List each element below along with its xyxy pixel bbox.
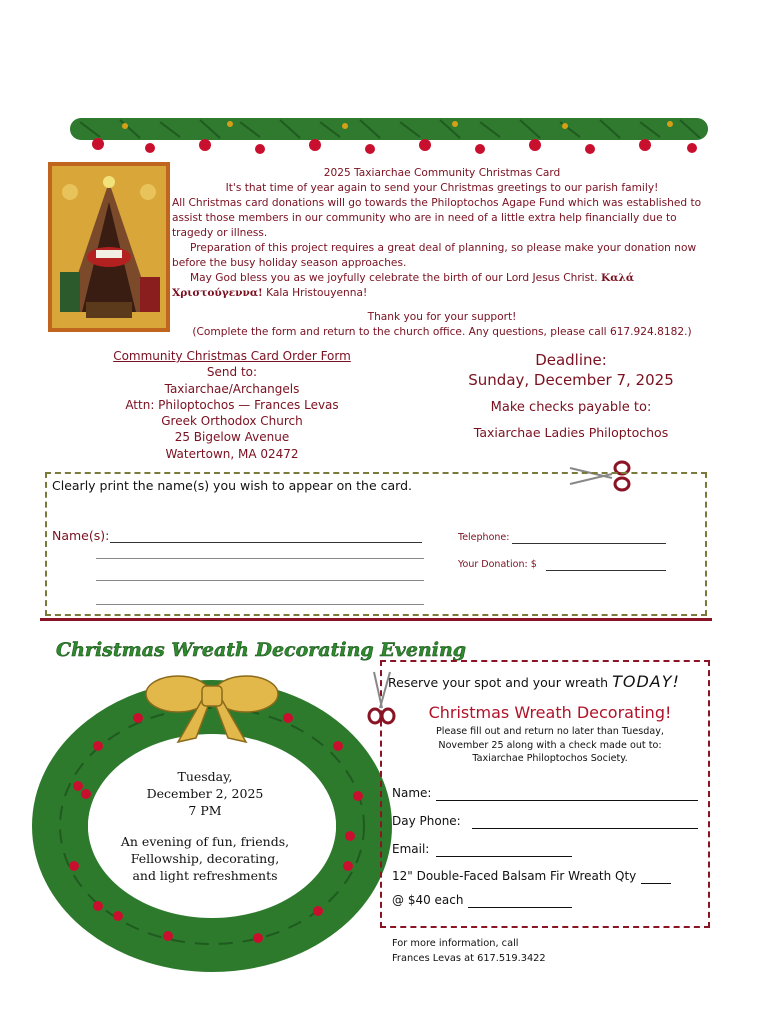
name-label: Name: (392, 786, 432, 800)
email-label: Email: (392, 842, 430, 856)
order-form-heading: Community Christmas Card Order Form (113, 349, 351, 363)
telephone-input-line[interactable] (512, 543, 666, 544)
deadline-label: Deadline: (535, 351, 607, 369)
print-names-instruction: Clearly print the name(s) you wish to appear on the card. (52, 478, 413, 493)
deadline-block (440, 350, 702, 440)
more-info (392, 936, 546, 966)
thanks-text: Thank you for your support! (367, 311, 517, 323)
greek-greeting: Καλά Χριστούγεννα! (172, 272, 634, 299)
return-note: (Complete the form and return to the church office. Any questions, please call 617.924.8182.) (192, 326, 692, 338)
address-line-3: Greek Orthodox Church (161, 414, 303, 429)
event-time: 7 PM (188, 803, 222, 818)
intro-text-block (172, 166, 712, 340)
card-title: 2025 Taxiarchae Community Christmas Card (323, 167, 561, 179)
address-line-2: Attn: Philoptochos — Frances Levas (125, 397, 339, 412)
reserve-line (388, 672, 680, 691)
event-desc-2: Fellowship, decorating, (130, 851, 280, 866)
checks-payable-label: Make checks payable to: (490, 400, 652, 415)
intro-paragraph-2: Preparation of this project requires a great deal of planning, so please make your donation now before the busy holiday season approaches. (172, 242, 697, 269)
send-to-label: Send to: (206, 365, 258, 380)
nativity-icon (48, 162, 170, 332)
telephone-label: Telephone: (458, 532, 510, 543)
more-info-line-2: Frances Levas at 617.519.3422 (392, 953, 546, 964)
address-line-1: Taxiarchae/Archangels (164, 381, 300, 396)
event-desc-1: An evening of fun, friends, (120, 834, 290, 849)
donation-input-line[interactable] (546, 570, 666, 571)
signup-instruction-2: November 25 along with a check made out to: (438, 739, 662, 751)
day-phone-input-line[interactable] (472, 828, 698, 829)
signup-instructions (400, 725, 700, 766)
garland-decoration (70, 112, 708, 158)
price-total-input-line[interactable] (468, 907, 572, 908)
card-order-cutout (45, 472, 707, 616)
reserve-text: Reserve your spot and your wreath (388, 675, 609, 690)
names-input-line-1[interactable] (110, 542, 422, 543)
names-input-line-4[interactable] (96, 604, 424, 605)
wreath-qty-input-line[interactable] (641, 883, 671, 884)
deadline-date: Sunday, December 7, 2025 (468, 371, 674, 389)
name-input-line[interactable] (436, 800, 698, 801)
email-input-line[interactable] (436, 856, 572, 857)
wreath-evening-title (52, 628, 467, 668)
day-phone-label: Day Phone: (392, 814, 461, 828)
donation-label: Your Donation: $ (458, 559, 537, 570)
names-input-line-2[interactable] (96, 558, 424, 559)
wreath-evening-title-text: Christmas Wreath Decorating Evening (56, 639, 467, 661)
blessing-text: May God bless you as we joyfully celebrate the birth of our Lord Jesus Christ. (190, 272, 598, 284)
price-label: @ $40 each (392, 893, 464, 907)
greeting-transliteration: Kala Hristouyenna! (266, 287, 368, 299)
address-line-4: 25 Bigelow Avenue (174, 430, 290, 445)
address-line-5: Watertown, MA 02472 (165, 446, 299, 461)
payee-name: Taxiarchae Ladies Philoptochos (473, 425, 669, 440)
more-info-line-1: For more information, call (392, 938, 519, 949)
today-text: TODAY! (612, 672, 680, 691)
section-divider (40, 618, 712, 621)
order-form-address (92, 348, 372, 462)
wreath-qty-label: 12" Double-Faced Balsam Fir Wreath Qty (392, 869, 637, 883)
names-label: Name(s): (52, 528, 110, 543)
signup-instruction-1: Please fill out and return no later than Tuesday, (436, 726, 664, 737)
signup-instruction-3: Taxiarchae Philoptochos Society. (472, 753, 628, 764)
signup-title: Christmas Wreath Decorating! (428, 703, 672, 722)
names-input-line-3[interactable] (96, 580, 424, 581)
event-date: December 2, 2025 (146, 786, 264, 801)
intro-paragraph-1: All Christmas card donations will go towards the Philoptochos Agape Fund which was established to assist those members in our community who are in need of a little extra help financially due to tragedy or illness. (172, 197, 702, 239)
event-desc-3: and light refreshments (132, 868, 278, 883)
event-day: Tuesday, (177, 769, 233, 784)
wreath-event-details (110, 768, 300, 884)
intro-paragraph-3 (172, 271, 712, 301)
intro-line: It's that time of year again to send your Christmas greetings to our parish family! (225, 182, 659, 194)
